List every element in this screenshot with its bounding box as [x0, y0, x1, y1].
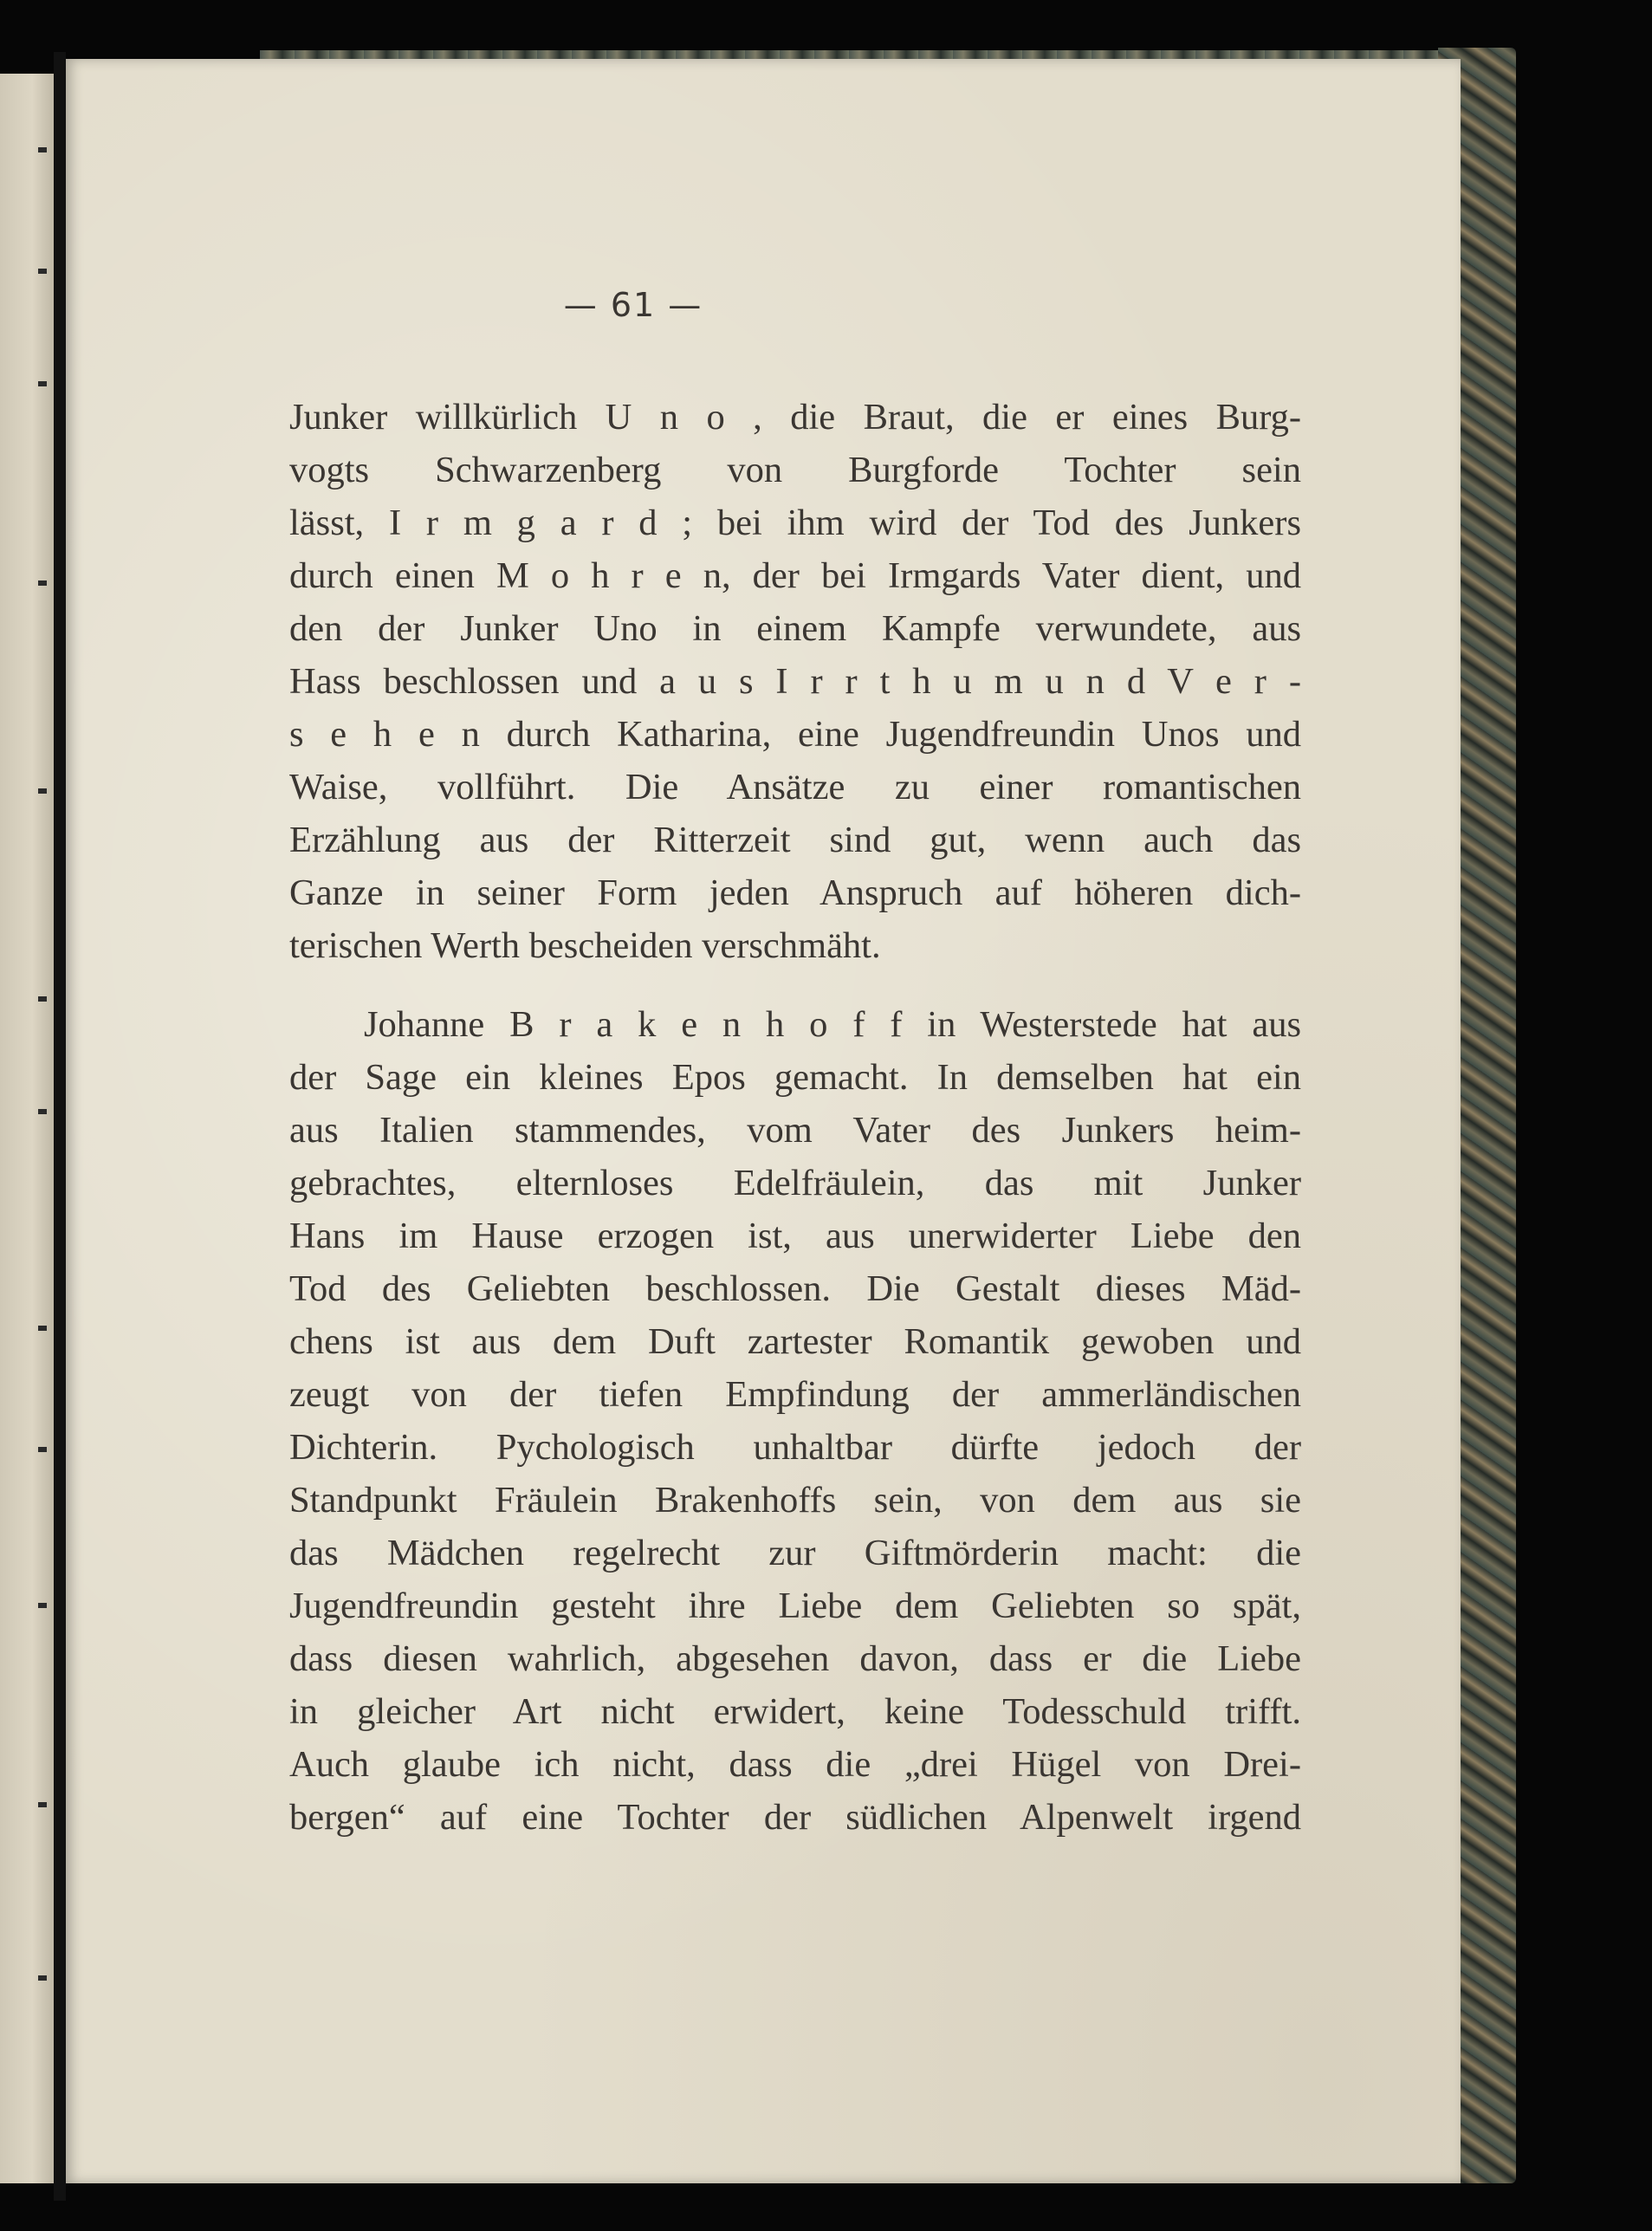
text-line: zeugt von der tiefen Empfindung der ammerländischen — [289, 1374, 1301, 1415]
text-line: aus Italien stammendes, vom Vater des Junkers heim- — [289, 1110, 1301, 1151]
text-line: lässt, I r m g a r d ; bei ihm wird der Tod des Junkers — [289, 503, 1301, 543]
paragraph-gap — [289, 972, 1301, 998]
page-number: — 61 — — [563, 286, 703, 324]
text-line: Ganze in seiner Form jeden Anspruch auf höheren dich- — [289, 872, 1301, 913]
book-gutter — [54, 52, 66, 2201]
text-line: den der Junker Uno in einem Kampfe verwundete, aus — [289, 608, 1301, 649]
text-line: gebrachtes, elternloses Edelfräulein, das mit Junker — [289, 1163, 1301, 1203]
text-line: chens ist aus dem Duft zartester Romantik gewoben und — [289, 1321, 1301, 1362]
text-line: Erzählung aus der Ritterzeit sind gut, wenn auch das — [289, 820, 1301, 860]
text-line: s e h e n durch Katharina, eine Jugendfreundin Unos und — [289, 714, 1301, 755]
text-line: Johanne B r a k e n h o f f in Westerstede hat aus — [364, 1004, 1301, 1045]
text-line: in gleicher Art nicht erwidert, keine Todesschuld trifft. — [289, 1691, 1301, 1732]
text-line: Jugendfreundin gesteht ihre Liebe dem Geliebten so spät, — [289, 1586, 1301, 1626]
text-line: Waise, vollführt. Die Ansätze zu einer romantischen — [289, 767, 1301, 807]
text-line: das Mädchen regelrecht zur Giftmörderin macht: die — [289, 1533, 1301, 1573]
text-line: dass diesen wahrlich, abgesehen davon, dass er die Liebe — [289, 1638, 1301, 1679]
text-line: Junker willkürlich U n o , die Braut, die er eines Burg- — [289, 397, 1301, 438]
text-line: Hass beschlossen und a u s I r r t h u m u n d V e r - — [289, 661, 1301, 702]
text-line: bergen“ auf eine Tochter der südlichen Alpenwelt irgend — [289, 1797, 1301, 1838]
text-line: Hans im Hause erzogen ist, aus unerwiderter Liebe den — [289, 1216, 1301, 1256]
text-line: durch einen M o h r e n, der bei Irmgards Vater dient, und — [289, 555, 1301, 596]
text-line: vogts Schwarzenberg von Burgforde Tochter sein — [289, 450, 1301, 490]
text-line: Auch glaube ich nicht, dass die „drei Hügel von Drei- — [289, 1744, 1301, 1785]
text-line: der Sage ein kleines Epos gemacht. In demselben hat ein — [289, 1057, 1301, 1098]
text-line: Dichterin. Pychologisch unhaltbar dürfte jedoch der — [289, 1427, 1301, 1468]
body-text — [289, 391, 1301, 1844]
text-line: terischen Werth bescheiden verschmäht. — [289, 925, 881, 966]
text-line: Tod des Geliebten beschlossen. Die Gestalt dieses Mäd- — [289, 1268, 1301, 1309]
book-page — [66, 59, 1461, 2183]
text-line: Standpunkt Fräulein Brakenhoffs sein, von dem aus sie — [289, 1480, 1301, 1521]
